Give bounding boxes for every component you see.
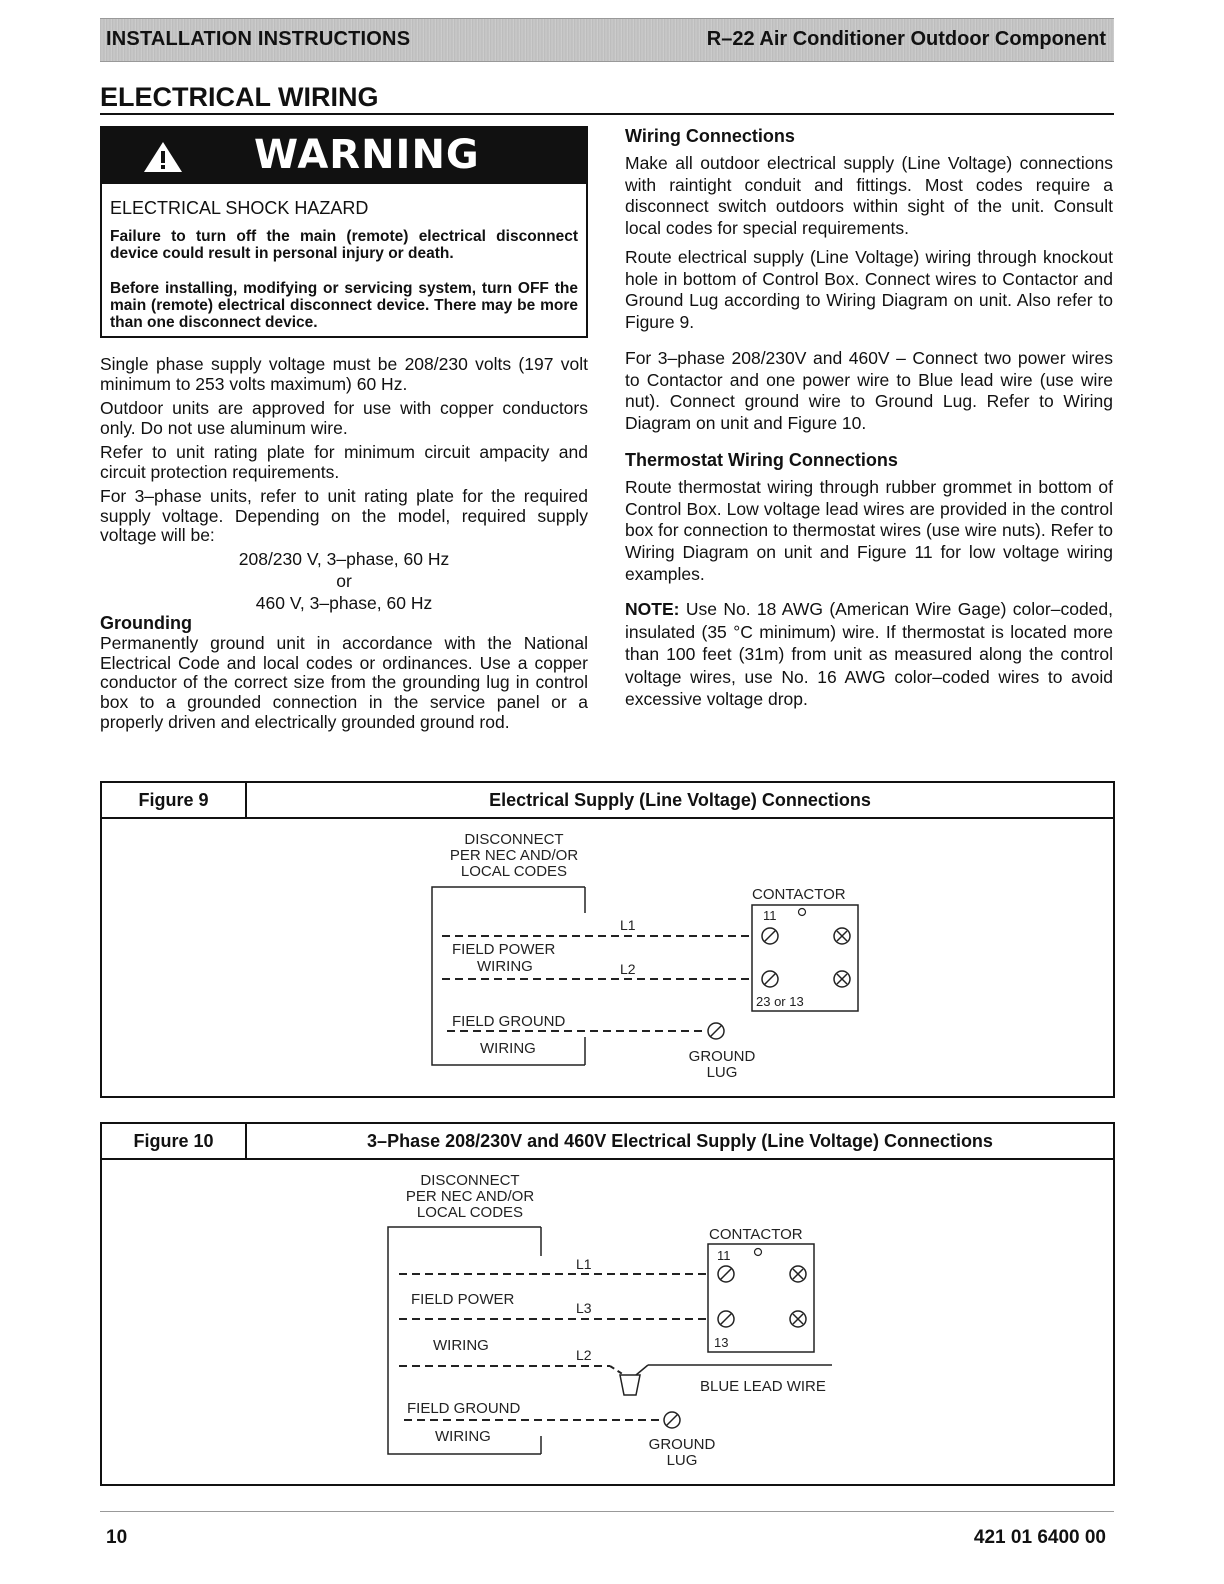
contactor-label: CONTACTOR xyxy=(709,1226,803,1243)
field-ground-label-1: FIELD GROUND xyxy=(452,1013,566,1030)
note-label: NOTE: xyxy=(625,599,680,619)
warning-text-2: Before installing, modifying or servicing system, turn OFF the main (remote) electrical disconnect device. There may be more than one disconnect device. xyxy=(110,280,578,331)
l2-label: L2 xyxy=(576,1347,592,1363)
field-ground-label-2: WIRING xyxy=(435,1428,491,1445)
document-number: 421 01 6400 00 xyxy=(973,1527,1106,1548)
warning-banner xyxy=(102,128,586,184)
figure-9 xyxy=(100,781,1115,1098)
ground-lug-label-1: GROUND xyxy=(688,1048,756,1065)
ground-lug-label-1: GROUND xyxy=(648,1436,716,1453)
footer-divider xyxy=(100,1511,1114,1512)
figure-10-number: Figure 10 xyxy=(102,1124,247,1158)
figure-10 xyxy=(100,1122,1115,1486)
page-number: 10 xyxy=(106,1527,128,1548)
terminal-l3-screw-icon xyxy=(718,1311,734,1327)
figure-9-diagram xyxy=(102,819,1113,1096)
l2-label: L2 xyxy=(620,961,636,977)
figure-9-number: Figure 9 xyxy=(102,783,247,817)
disconnect-label-3: LOCAL CODES xyxy=(416,1204,524,1221)
figure-10-title: 3–Phase 208/230V and 460V Electrical Supply (Line Voltage) Connections xyxy=(367,1131,993,1151)
disconnect-label-1: DISCONNECT xyxy=(464,831,564,848)
field-power-label-2: WIRING xyxy=(477,958,533,975)
voltage-option-2: 460 V, 3–phase, 60 Hz xyxy=(255,593,433,613)
note-text: Use No. 18 AWG (American Wire Gage) color–coded, insulated (35 °C minimum) wire. If thermostat is located more than 100 feet (31m) from unit as measured along the control voltage wires, use No. 16 AWG color–coded wires to avoid excessive voltage drop. xyxy=(625,599,1113,709)
supply-voltage-paragraph: Single phase supply voltage must be 208/230 volts (197 volt minimum to 253 volts maximum) 60 Hz. xyxy=(100,354,588,394)
header-title-left: INSTALLATION INSTRUCTIONS xyxy=(106,28,411,50)
thermostat-heading: Thermostat Wiring Connections xyxy=(625,450,898,470)
grounding-heading: Grounding xyxy=(100,613,192,633)
terminal-l2-screw-icon xyxy=(762,971,778,987)
ground-lug-label-2: LUG xyxy=(706,1064,738,1081)
wiring-paragraph-3: For 3–phase 208/230V and 460V – Connect two power wires to Contactor and one power wire to Blue lead wire (use wire nut). Connect ground wire to Ground Lug. Refer to Wiring Diagram on unit and Figure 10. xyxy=(625,348,1113,434)
copper-paragraph: Outdoor units are approved for use with copper conductors only. Do not use aluminum wire. xyxy=(100,398,588,438)
header-title-right: R–22 Air Conditioner Outdoor Component xyxy=(706,28,1106,50)
field-ground-label-2: WIRING xyxy=(480,1040,536,1057)
l3-label: L3 xyxy=(576,1300,592,1316)
contactor-label: CONTACTOR xyxy=(752,886,846,903)
l1-label: L1 xyxy=(576,1256,592,1272)
terminal-bottom-label: 23 or 13 xyxy=(756,994,804,1009)
terminal-l1-screw-icon xyxy=(762,928,778,944)
ground-lug-label-2: LUG xyxy=(666,1452,698,1469)
wire-nut-icon xyxy=(620,1375,640,1395)
disconnect-label-2: PER NEC AND/OR xyxy=(405,1188,535,1205)
terminal-l1-load-icon xyxy=(790,1266,806,1282)
terminal-l3-load-icon xyxy=(790,1311,806,1327)
terminal-l2-load-icon xyxy=(834,971,850,987)
wiring-paragraph-1: Make all outdoor electrical supply (Line Voltage) connections with raintight conduit and fittings. Most codes require a disconnect switch outdoors within sight of the unit. Consult local codes for special requirements. xyxy=(625,153,1113,239)
warning-box xyxy=(100,126,588,338)
note-paragraph xyxy=(625,598,1113,711)
header-bar xyxy=(100,18,1114,62)
rating-plate-paragraph: Refer to unit rating plate for minimum circuit ampacity and circuit protection requirements. xyxy=(100,442,588,482)
section-title: ELECTRICAL WIRING xyxy=(100,82,379,112)
terminal-11-label: 11 xyxy=(763,908,777,923)
l1-label: L1 xyxy=(620,917,636,933)
three-phase-paragraph: For 3–phase units, refer to unit rating plate for the required supply voltage. Depending on the model, required supply voltage will be: xyxy=(100,486,588,545)
field-ground-label-1: FIELD GROUND xyxy=(407,1400,521,1417)
terminal-bottom-label: 13 xyxy=(714,1335,729,1350)
terminal-l1-load-icon xyxy=(834,928,850,944)
terminal-l1-screw-icon xyxy=(718,1266,734,1282)
thermostat-paragraph: Route thermostat wiring through rubber grommet in bottom of Control Box. Low voltage lead wires are provided in the control box for connection to thermostat wires (use wire nuts). Refer to Wiring Diagram on unit and Figure 11 for low voltage wiring examples. xyxy=(625,477,1113,584)
ground-lug-icon xyxy=(708,1023,724,1039)
wiring-paragraph-2: Route electrical supply (Line Voltage) wiring through knockout hole in bottom of Control Box. Connect wires to Contactor and Ground Lug according to Wiring Diagram on unit. Also refer to Figure 9. xyxy=(625,247,1113,333)
disconnect-label-2: PER NEC AND/OR xyxy=(449,847,579,864)
voltage-or: or xyxy=(336,571,352,591)
figure-10-header xyxy=(102,1124,1113,1160)
terminal-11-label: 11 xyxy=(717,1248,731,1263)
field-power-label-1: FIELD POWER xyxy=(452,941,556,958)
wiring-label: WIRING xyxy=(433,1337,489,1354)
warning-text-1: Failure to turn off the main (remote) electrical disconnect device could result in personal injury or death. xyxy=(110,228,578,262)
section-divider xyxy=(100,113,1114,115)
hazard-title: ELECTRICAL SHOCK HAZARD xyxy=(110,198,369,218)
voltage-option-1: 208/230 V, 3–phase, 60 Hz xyxy=(238,549,450,569)
blue-lead-label: BLUE LEAD WIRE xyxy=(700,1378,826,1395)
disconnect-label-3: LOCAL CODES xyxy=(460,863,568,880)
field-power-label: FIELD POWER xyxy=(411,1291,515,1308)
warning-triangle-icon xyxy=(142,140,184,174)
figure-9-title: Electrical Supply (Line Voltage) Connections xyxy=(489,790,871,810)
grounding-paragraph: Permanently ground unit in accordance with the National Electrical Code and local codes or ordinances. Use a copper conductor of the correct size from the grounding lug in control box to a grounded connection in the service panel or a properly driven and electrically grounded ground rod. xyxy=(100,633,588,732)
wiring-connections-heading: Wiring Connections xyxy=(625,126,795,146)
warning-label: WARNING xyxy=(254,132,480,178)
disconnect-label-1: DISCONNECT xyxy=(420,1172,520,1189)
figure-9-header xyxy=(102,783,1113,819)
ground-lug-icon xyxy=(664,1412,680,1428)
figure-10-diagram xyxy=(102,1160,1113,1484)
